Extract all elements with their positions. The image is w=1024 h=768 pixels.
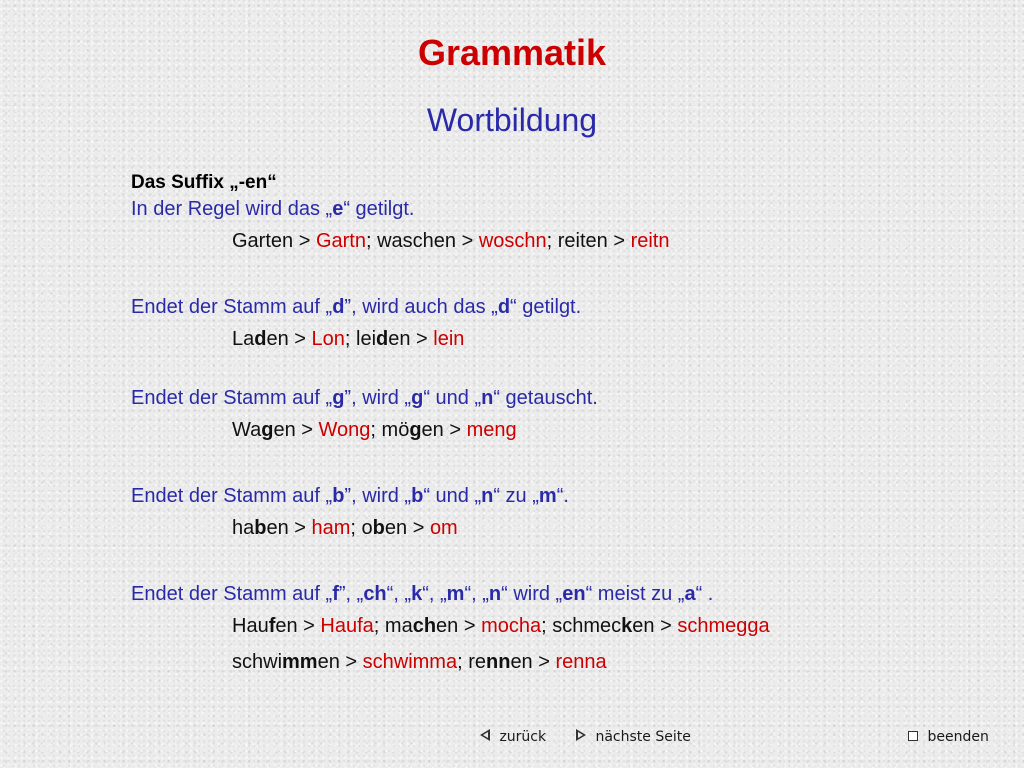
dialect-form: woschn <box>478 230 547 252</box>
rule-segment: “, „ <box>464 583 489 605</box>
dialect-form: Gartn <box>315 230 366 252</box>
rule-text <box>131 295 581 319</box>
example-segment: La <box>232 328 255 350</box>
page-subtitle: Wortbildung <box>426 102 598 138</box>
rule-segment: “, „ <box>422 583 447 605</box>
rule-segment: In der Regel wird das „ <box>131 198 333 220</box>
dialect-form: schmegga <box>677 615 770 637</box>
rule-text <box>131 484 569 508</box>
stem-letters: f <box>268 615 276 637</box>
rule-text <box>131 582 713 606</box>
example-segment: ; schmec <box>541 615 622 637</box>
example-segment: ; o <box>350 517 373 539</box>
rule-segment: “ getauscht. <box>493 387 598 409</box>
highlighted-letter: m <box>538 485 557 507</box>
highlighted-letter: g <box>332 387 345 409</box>
example-segment: ; lei <box>344 328 377 350</box>
rule-segment: “, „ <box>386 583 412 605</box>
dialect-form: mocha <box>481 615 542 637</box>
rule-segment: “ meist zu „ <box>585 583 685 605</box>
back-link[interactable] <box>480 729 546 745</box>
example-segment: en > <box>510 651 556 673</box>
dialect-form: Haufa <box>320 615 374 637</box>
example-segment: ; mö <box>370 419 410 441</box>
example-line <box>232 229 669 253</box>
dialect-form: lein <box>433 328 465 350</box>
example-segment: en > <box>436 615 482 637</box>
dialect-form: ham <box>311 517 351 539</box>
end-link[interactable] <box>908 729 989 745</box>
highlighted-letter: e <box>332 198 344 220</box>
highlighted-letter: n <box>481 485 494 507</box>
highlighted-letter: b <box>332 485 345 507</box>
example-segment: en > <box>384 517 430 539</box>
dialect-form: Wong <box>318 419 371 441</box>
rule-segment: ”, wird auch das „ <box>344 296 498 318</box>
end-label: beenden <box>927 729 989 745</box>
dialect-form: om <box>429 517 458 539</box>
rule-segment: “ und „ <box>423 485 482 507</box>
stem-letters: b <box>254 517 267 539</box>
rule-segment: ”, wird „ <box>344 485 412 507</box>
rule-segment: “ getilgt. <box>510 296 582 318</box>
stem-letters: b <box>372 517 385 539</box>
example-segment: en > <box>632 615 678 637</box>
highlighted-letter: b <box>411 485 424 507</box>
example-segment: Hau <box>232 615 269 637</box>
highlighted-letter: f <box>332 583 339 605</box>
stem-letters: d <box>376 328 389 350</box>
rule-segment: Endet der Stamm auf „ <box>131 583 333 605</box>
highlighted-letter: g <box>411 387 424 409</box>
highlighted-letter: m <box>446 583 465 605</box>
highlighted-letter: n <box>488 583 502 605</box>
example-segment: en > <box>273 419 319 441</box>
dialect-form: reitn <box>630 230 670 252</box>
page-title: Grammatik <box>417 32 607 73</box>
example-segment: ; ma <box>373 615 413 637</box>
rule-text <box>131 197 414 221</box>
back-label: zurück <box>499 729 547 745</box>
next-page-label: nächste Seite <box>595 729 691 745</box>
example-segment: schwi <box>232 651 283 673</box>
rule-segment: “ wird „ <box>501 583 563 605</box>
triangle-left-icon <box>480 729 490 741</box>
dialect-form: schwimma <box>362 651 458 673</box>
example-segment: en > <box>266 328 312 350</box>
dialect-form: Lon <box>311 328 345 350</box>
stem-letters: mm <box>282 651 318 673</box>
example-segment: en > <box>317 651 363 673</box>
rule-segment: ”, wird „ <box>344 387 412 409</box>
highlighted-letter: en <box>562 583 586 605</box>
example-line <box>232 650 607 674</box>
example-segment: ha <box>232 517 255 539</box>
stem-letters: nn <box>486 651 511 673</box>
example-line <box>232 418 517 442</box>
stem-letters: g <box>261 419 274 441</box>
example-segment: en > <box>421 419 467 441</box>
rule-segment: ”, „ <box>338 583 364 605</box>
example-line <box>232 516 458 540</box>
example-segment: Garten > <box>232 230 316 252</box>
example-segment: ; reiten > <box>546 230 631 252</box>
next-page-link[interactable] <box>576 729 691 745</box>
rule-segment: Endet der Stamm auf „ <box>131 387 333 409</box>
highlighted-letter: d <box>497 296 511 318</box>
example-line <box>232 327 464 351</box>
highlighted-letter: n <box>481 387 494 409</box>
rule-segment: “ und „ <box>423 387 482 409</box>
example-segment: ; waschen > <box>365 230 479 252</box>
highlighted-letter: a <box>684 583 696 605</box>
rule-segment: “ zu „ <box>493 485 539 507</box>
rule-text <box>131 386 598 410</box>
stem-letters: d <box>254 328 267 350</box>
stem-letters: g <box>409 419 422 441</box>
example-segment: en > <box>388 328 434 350</box>
square-icon <box>908 731 918 741</box>
dialect-form: meng <box>466 419 517 441</box>
rule-segment: “. <box>556 485 569 507</box>
section-heading: Das Suffix „-en“ <box>131 172 277 193</box>
example-segment: Wa <box>232 419 262 441</box>
stem-letters: ch <box>412 615 437 637</box>
dialect-form: renna <box>555 651 607 673</box>
rule-segment: Endet der Stamm auf „ <box>131 296 333 318</box>
example-segment: en > <box>266 517 312 539</box>
example-segment: en > <box>275 615 321 637</box>
highlighted-letter: ch <box>363 583 387 605</box>
rule-segment: Endet der Stamm auf „ <box>131 485 333 507</box>
rule-segment: “ . <box>695 583 714 605</box>
rule-segment: “ getilgt. <box>343 198 415 220</box>
highlighted-letter: k <box>411 583 423 605</box>
example-line <box>232 614 770 638</box>
stem-letters: k <box>621 615 633 637</box>
example-segment: ; re <box>457 651 486 673</box>
triangle-right-icon <box>576 729 586 741</box>
highlighted-letter: d <box>332 296 345 318</box>
